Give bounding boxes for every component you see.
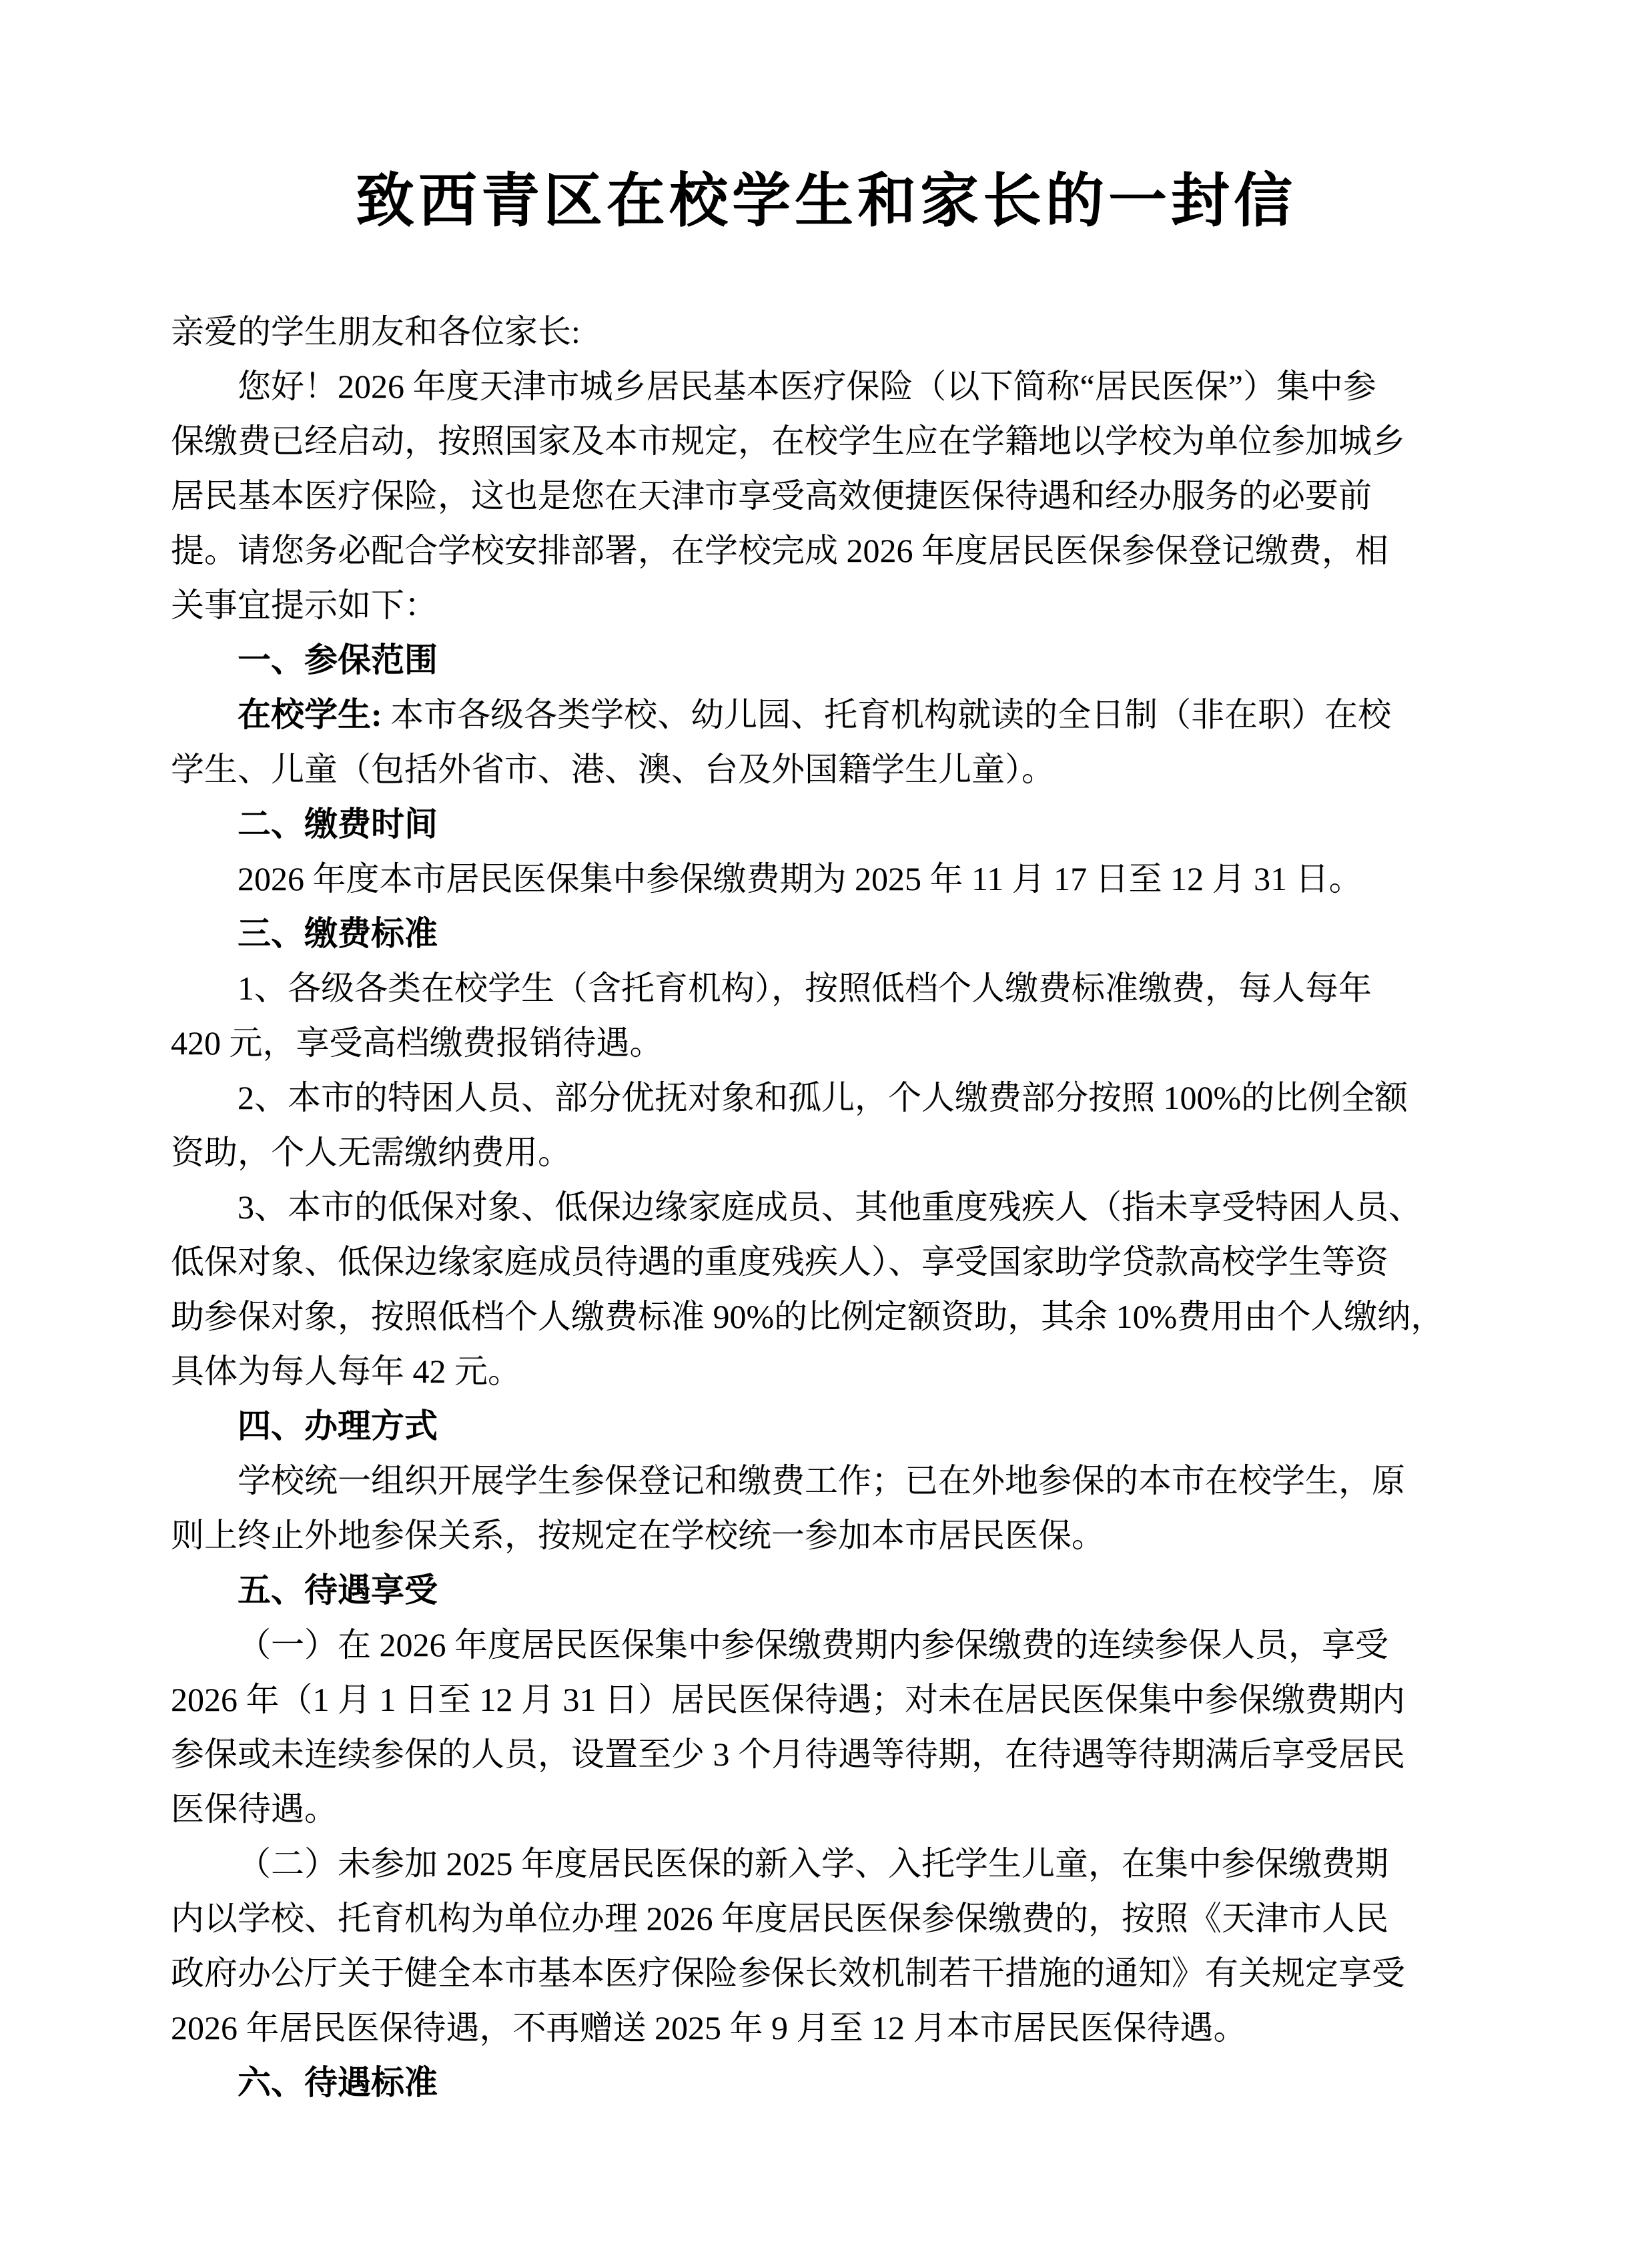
body-line: 参保或未连续参保的人员，设置至少 3 个月待遇等待期，在待遇等待期满后享受居民	[171, 1735, 1405, 1773]
heading-processing-method: 四、办理方式	[238, 1407, 438, 1445]
body-line: 政府办公厅关于健全本市基本医疗保险参保长效机制若干措施的通知》有关规定享受	[171, 1954, 1405, 1992]
body-line: 医保待遇。	[171, 1790, 338, 1828]
body-line: 学校统一组织开展学生参保登记和缴费工作；已在外地参保的本市在校学生，原	[238, 1461, 1405, 1499]
body-line: 低保对象、低保边缘家庭成员待遇的重度残疾人）、享受国家助学贷款高校学生等资	[171, 1242, 1388, 1280]
intro-line-4: 提。请您务必配合学校安排部署，在学校完成 2026 年度居民医保参保登记缴费，相	[171, 531, 1388, 569]
body-line: 学生、儿童（包括外省市、港、澳、台及外国籍学生儿童）。	[171, 750, 1055, 788]
heading-benefit-standard: 六、待遇标准	[238, 2063, 438, 2101]
body-line: 2、本市的特困人员、部分优抚对象和孤儿，个人缴费部分按照 100%的比例全额	[238, 1078, 1408, 1116]
heading-payment-standard: 三、缴费标准	[238, 914, 438, 952]
body-line: 2026 年度本市居民医保集中参保缴费期为 2025 年 11 月 17 日至 12 月 31 日。	[238, 859, 1362, 897]
body-line: （一）在 2026 年度居民医保集中参保缴费期内参保缴费的连续参保人员，享受	[238, 1625, 1388, 1663]
body-line: 420 元，享受高档缴费报销待遇。	[171, 1024, 663, 1062]
body-line: 3、本市的低保对象、低保边缘家庭成员、其他重度残疾人（指未享受特困人员、	[238, 1188, 1422, 1226]
intro-line-2: 保缴费已经启动，按照国家及本市规定，在校学生应在学籍地以学校为单位参加城乡	[171, 422, 1405, 460]
body-line: 2026 年（1 月 1 日至 12 月 31 日）居民医保待遇；对未在居民医保集中参保缴费期内	[171, 1680, 1405, 1718]
inline-term-students: 在校学生:	[238, 695, 382, 733]
heading-payment-time: 二、缴费时间	[238, 805, 438, 843]
body-line-students-def	[171, 687, 1507, 742]
body-line: 资助，个人无需缴纳费用。	[171, 1133, 571, 1171]
heading-enrollment-scope: 一、参保范围	[238, 641, 438, 679]
body-line: 2026 年居民医保待遇，不再赠送 2025 年 9 月至 12 月本市居民医保待遇。	[171, 2008, 1247, 2046]
salutation: 亲爱的学生朋友和各位家长:	[171, 312, 580, 350]
body-line: （二）未参加 2025 年度居民医保的新入学、入托学生儿童，在集中参保缴费期	[238, 1844, 1388, 1882]
body-line-text: 本市各级各类学校、幼儿园、托育机构就读的全日制（非在职）在校	[382, 695, 1392, 733]
document-title: 致西青区在校学生和家长的一封信	[355, 169, 1296, 234]
intro-line-1: 您好！2026 年度天津市城乡居民基本医疗保险（以下简称“居民医保”）集中参	[238, 367, 1376, 405]
intro-line-5: 关事宜提示如下：	[171, 586, 438, 624]
body-line: 1、各级各类在校学生（含托育机构），按照低档个人缴费标准缴费，每人每年	[238, 969, 1372, 1007]
heading-benefit-enjoyment: 五、待遇享受	[238, 1571, 438, 1609]
body-line: 内以学校、托育机构为单位办理 2026 年度居民医保参保缴费的，按照《天津市人民	[171, 1899, 1388, 1937]
body-line: 具体为每人每年 42 元。	[171, 1352, 521, 1390]
body-line: 则上终止外地参保关系，按规定在学校统一参加本市居民医保。	[171, 1516, 1105, 1554]
document-body	[0, 304, 1652, 2110]
intro-line-3: 居民基本医疗保险，这也是您在天津市享受高效便捷医保待遇和经办服务的必要前	[171, 476, 1372, 514]
body-line: 助参保对象，按照低档个人缴费标准 90%的比例定额资助，其余 10%费用由个人缴纳，	[171, 1297, 1444, 1335]
